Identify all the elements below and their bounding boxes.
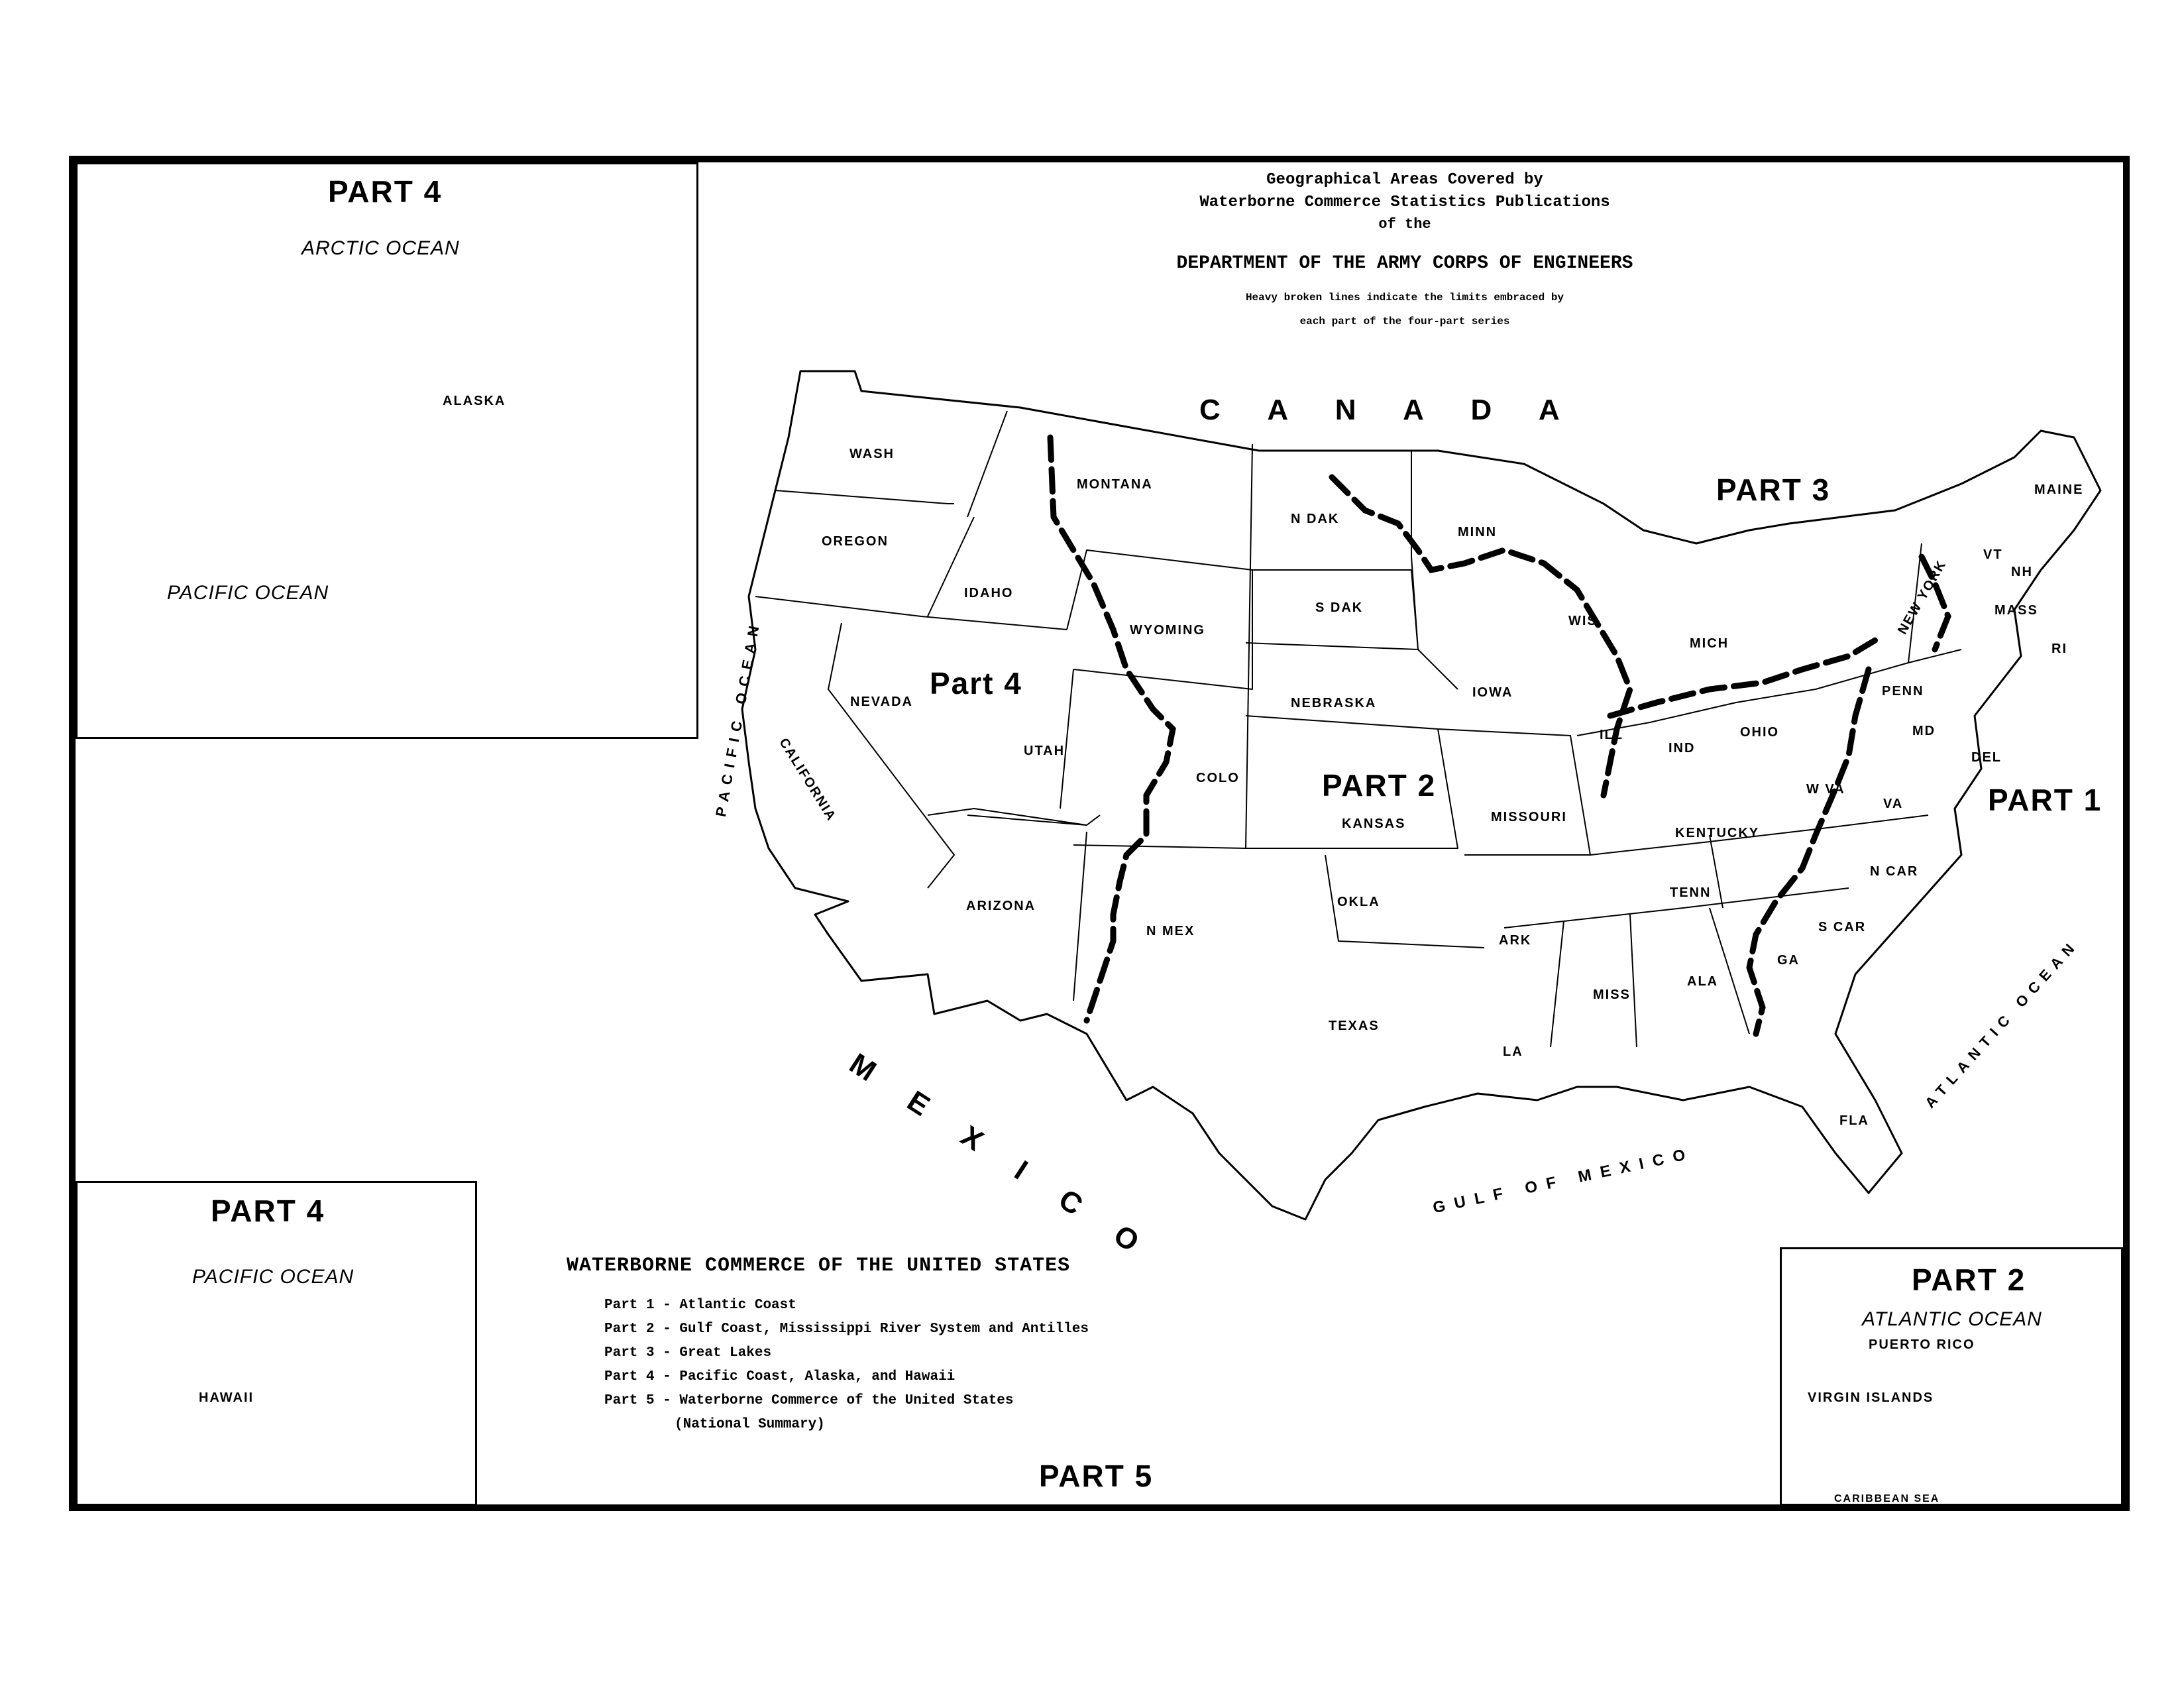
state-label-colo: COLO xyxy=(1196,771,1240,785)
state-label-tenn: TENN xyxy=(1670,885,1712,900)
state-label-mich: MICH xyxy=(1690,636,1729,651)
state-label-ark: ARK xyxy=(1499,933,1532,948)
state-label-ill: ILL xyxy=(1600,728,1623,742)
part-3-label: PART 3 xyxy=(1716,473,1831,507)
state-label-maine: MAINE xyxy=(2034,482,2084,497)
state-label-arizona: ARIZONA xyxy=(966,899,1036,913)
pacific-ocean-west-label: PACIFIC OCEAN xyxy=(712,618,764,818)
state-label-ohio: OHIO xyxy=(1740,725,1780,740)
state-label-la: LA xyxy=(1503,1044,1523,1059)
state-label-california: CALIFORNIA xyxy=(776,736,839,824)
state-label-ga: GA xyxy=(1777,953,1800,968)
state-label-wva: W VA xyxy=(1806,782,1845,797)
state-label-va: VA xyxy=(1883,797,1904,811)
header-line-2: Waterborne Commerce Statistics Publications xyxy=(1199,194,1610,211)
state-label-minn: MINN xyxy=(1458,525,1498,539)
virgin-islands-label: VIRGIN ISLANDS xyxy=(1808,1390,1934,1405)
arctic-ocean-label: ARCTIC OCEAN xyxy=(301,237,460,259)
legend-item: Part 1 - Atlantic Coast xyxy=(604,1298,796,1313)
state-label-del: DEL xyxy=(1971,750,2002,765)
mexico-label: M E X I C O xyxy=(844,1047,1145,1259)
pr-atlantic-label: ATLANTIC OCEAN xyxy=(1862,1308,2042,1330)
header-line-5: Heavy broken lines indicate the limits embraced by xyxy=(1245,292,1564,304)
part-boundary-north xyxy=(1332,477,1882,795)
state-label-vt: VT xyxy=(1983,547,2003,562)
state-label-ny: NEW YORK xyxy=(1895,557,1949,637)
legend-item: Part 2 - Gulf Coast, Mississippi River System and Antilles xyxy=(604,1322,1089,1337)
legend-item: Part 4 - Pacific Coast, Alaska, and Hawaii xyxy=(604,1369,956,1384)
canada-label: C A N A D A xyxy=(1199,394,1560,426)
hawaii-state-label: HAWAII xyxy=(199,1390,254,1405)
state-label-kansas: KANSAS xyxy=(1342,816,1406,831)
state-label-miss: MISS xyxy=(1593,987,1631,1002)
legend-item: Part 3 - Great Lakes xyxy=(604,1345,772,1361)
state-label-ncar: N CAR xyxy=(1870,864,1919,879)
state-label-ndak: N DAK xyxy=(1291,512,1340,526)
part-4-label: Part 4 xyxy=(930,666,1022,701)
state-label-ri: RI xyxy=(2051,642,2067,656)
legend-item: Part 5 - Waterborne Commerce of the United States xyxy=(604,1393,1014,1408)
header-line-1: Geographical Areas Covered by xyxy=(1266,171,1543,189)
state-label-iowa: IOWA xyxy=(1472,685,1513,700)
atlantic-ocean-label: ATLANTIC OCEAN xyxy=(1922,935,2083,1111)
part-boundary-east xyxy=(1749,669,1869,1034)
state-label-ala: ALA xyxy=(1687,974,1719,989)
pr-part-label: PART 2 xyxy=(1912,1263,2026,1297)
state-label-kentucky: KENTUCKY xyxy=(1675,826,1760,840)
state-label-wash: WASH xyxy=(849,447,895,461)
alaska-pacific-label: PACIFIC OCEAN xyxy=(167,582,329,604)
legend-title: WATERBORNE COMMERCE OF THE UNITED STATES xyxy=(567,1255,1071,1277)
state-label-missouri: MISSOURI xyxy=(1491,810,1567,824)
state-label-wis: WIS xyxy=(1568,614,1598,628)
state-label-scar: S CAR xyxy=(1818,920,1867,934)
hawaii-inset xyxy=(76,1181,477,1506)
header-line-6: each part of the four-part series xyxy=(1299,315,1510,327)
alaska-state-label: ALASKA xyxy=(443,394,506,408)
state-label-ind: IND xyxy=(1668,741,1696,756)
header-line-4: DEPARTMENT OF THE ARMY CORPS OF ENGINEERS xyxy=(1176,253,1633,274)
gulf-of-mexico-label: GULF OF MEXICO xyxy=(1431,1144,1696,1217)
part-5-label: PART 5 xyxy=(1039,1459,1154,1493)
legend-item: (National Summary) xyxy=(675,1417,825,1432)
part-2-label: PART 2 xyxy=(1322,768,1437,803)
state-label-fla: FLA xyxy=(1839,1113,1869,1128)
state-label-sdak: S DAK xyxy=(1315,600,1364,615)
hawaii-pacific-label: PACIFIC OCEAN xyxy=(192,1266,355,1288)
part-1-label: PART 1 xyxy=(1988,783,2102,817)
state-label-nmex: N MEX xyxy=(1146,924,1195,938)
state-label-penn: PENN xyxy=(1882,684,1924,699)
state-label-nevada: NEVADA xyxy=(850,695,913,709)
hawaii-part-label: PART 4 xyxy=(211,1194,325,1228)
state-label-wyoming: WYOMING xyxy=(1130,623,1205,638)
state-label-nh: NH xyxy=(2011,565,2033,579)
state-label-nebraska: NEBRASKA xyxy=(1291,696,1377,710)
caribbean-sea-label: CARIBBEAN SEA xyxy=(1834,1493,1940,1504)
state-label-texas: TEXAS xyxy=(1329,1019,1380,1033)
state-label-idaho: IDAHO xyxy=(964,586,1014,600)
state-label-okla: OKLA xyxy=(1337,895,1380,909)
state-label-md: MD xyxy=(1912,724,1936,738)
state-label-mass: MASS xyxy=(1994,603,2038,618)
state-label-oregon: OREGON xyxy=(822,534,889,549)
alaska-part-label: PART 4 xyxy=(328,174,443,209)
header-line-3: of the xyxy=(1378,216,1431,233)
state-label-montana: MONTANA xyxy=(1077,477,1153,492)
state-label-utah: UTAH xyxy=(1024,744,1065,758)
puerto-rico-label: PUERTO RICO xyxy=(1869,1337,1975,1352)
legend-list xyxy=(604,1294,1089,1437)
